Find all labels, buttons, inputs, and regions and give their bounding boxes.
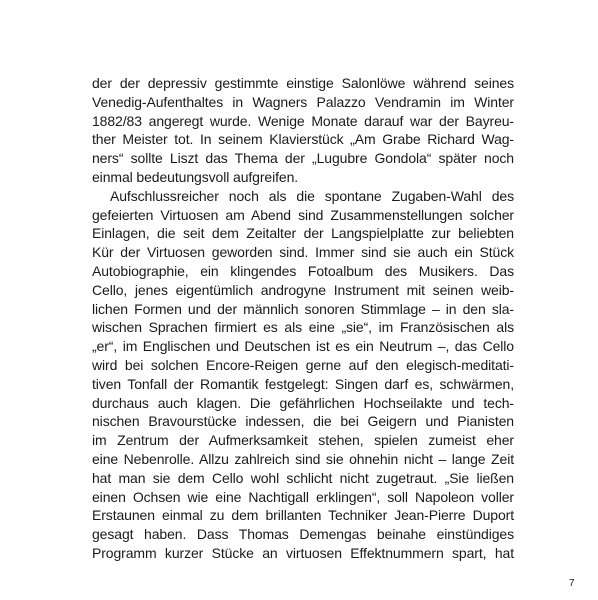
text-line: einmal bedeutungsvoll aufgreifen. (92, 168, 299, 185)
text-line: im Zentrum der Aufmerksamkeit stehen, spielen zumeist eher (92, 432, 514, 449)
text-line: Autobiographie, ein klingendes Fotoalbum des Musikers. Das (92, 262, 514, 279)
paragraph-2 (92, 187, 514, 563)
text-line: ther Meister tot. In seinem Klavierstück „Am Grabe Richard Wag- (92, 131, 514, 148)
text-line: Venedig-Aufenthaltes in Wagners Palazzo Vendramin im Winter (92, 93, 514, 110)
text-line: lichen Formen und der männlich sonoren Stimmlage – in den sla- (92, 300, 514, 317)
text-line: wischen Sprachen firmiert es als eine „sie“, im Französischen als (92, 319, 514, 336)
text-line: Einlagen, die seit dem Zeitalter der Langspielplatte zur beliebten (92, 225, 514, 242)
text-line: „er“, im Englischen und Deutschen ist es ein Neutrum –, das Cello (92, 338, 514, 355)
paragraph-1 (92, 74, 514, 187)
text-line: hat man sie dem Cello wohl schlicht nicht zugetraut. „Sie ließen (92, 469, 514, 486)
body-text (92, 74, 514, 563)
text-line: ners“ sollte Liszt das Thema der „Lugubre Gondola“ später noch (92, 150, 514, 167)
text-line: durchaus auch klagen. Die gefährlichen Hochseilakte und tech- (92, 394, 514, 411)
text-line: wird bei solchen Encore-Reigen gerne auf den elegisch-meditati- (92, 356, 514, 373)
text-line: gesagt haben. Dass Thomas Demengas beinahe einstündiges (92, 526, 514, 543)
page-number: 7 (569, 578, 575, 589)
text-line: Erstaunen einmal zu dem brillanten Techniker Jean-Pierre Duport (92, 507, 514, 524)
text-line: einen Ochsen wie eine Nachtigall erklingen“, soll Napoleon voller (92, 488, 514, 505)
text-line: Programm kurzer Stücke an virtuosen Effektnummern spart, hat (92, 544, 514, 561)
text-line: nischen Bravourstücke indessen, die bei Geigern und Pianisten (92, 413, 514, 430)
text-line: Aufschlussreicher noch als die spontane Zugaben-Wahl des (110, 187, 514, 204)
text-line: Kür der Virtuosen geworden sind. Immer sind sie auch ein Stück (92, 244, 514, 261)
text-line: 1882/83 angeregt wurde. Wenige Monate darauf war der Bayreu- (92, 112, 514, 129)
text-line: eine Nebenrolle. Allzu zahlreich sind sie ohnehin nicht – lange Zeit (92, 450, 514, 467)
text-line: der der depressiv gestimmte einstige Salonlöwe während seines (92, 75, 514, 91)
text-line: tiven Tonfall der Romantik festgelegt: Singen darf es, schwärmen, (92, 375, 514, 392)
text-line: Cello, jenes eigentümlich androgyne Instrument mit seinen weib- (92, 281, 514, 298)
text-line: gefeierten Virtuosen am Abend sind Zusammenstellungen solcher (92, 206, 514, 223)
